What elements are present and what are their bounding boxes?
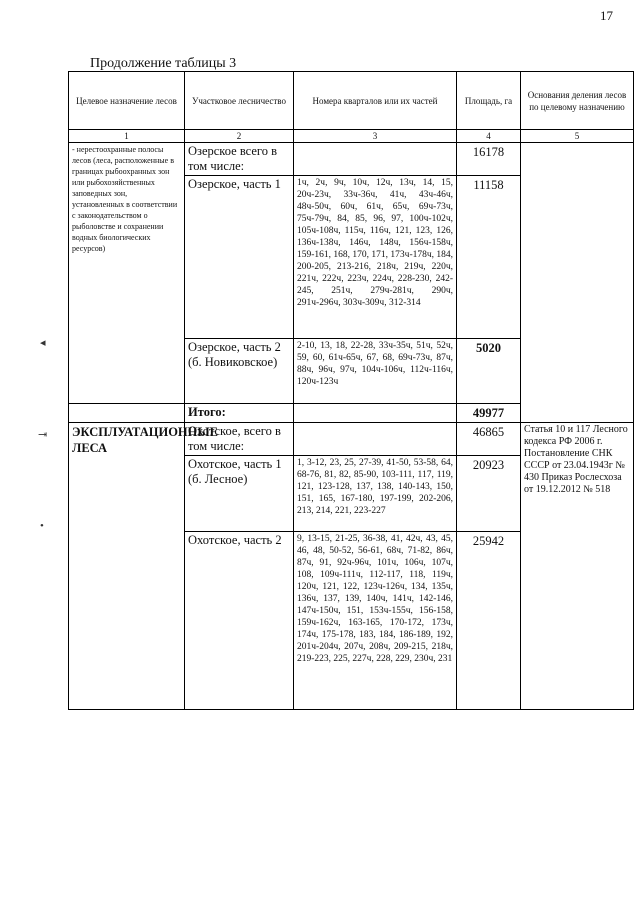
district-cell: Охотское, часть 2 <box>185 532 294 710</box>
table-row <box>69 143 634 176</box>
area-cell: 5020 <box>457 339 521 404</box>
empty-cell <box>69 404 185 423</box>
col-number: 5 <box>521 130 634 143</box>
total-label: Итого: <box>185 404 294 423</box>
area-cell: 46865 <box>457 423 521 456</box>
margin-mark-icon: ◂ <box>40 337 46 349</box>
purpose-cell: - нерестоохранные полосы лесов (леса, расположенные в границах рыбоохранных зон или рыбохозяйственных заповедных зон, установленных в соответствии с законодательством о рыболовстве и сохранении водных биологических ресурсов) <box>69 143 185 404</box>
margin-mark-icon: • <box>40 520 44 532</box>
page-number: 17 <box>600 8 613 23</box>
district-cell: Озерское всего в том числе: <box>185 143 294 176</box>
district-cell: Озерское, часть 1 <box>185 176 294 339</box>
district-cell: Охотское, часть 1 (б. Лесное) <box>185 456 294 532</box>
quarters-cell: 9, 13-15, 21-25, 36-38, 41, 42ч, 43, 45, 46, 48, 50-52, 56-61, 68ч, 71-82, 86ч, 87ч, 91, 92ч-96ч, 101ч, 106ч, 107ч, 108, 109ч-111ч, 112-117, 118, 119ч, 120ч, 121, 122, 123ч-126ч, 134, 135ч, 136ч, 137, 139, 140ч, 141ч, 142-146, 147ч-150ч, 151, 153ч-155ч, 156-158, 159ч-162ч, 163-165, 170-172, 173ч, 174ч, 175-178, 183, 184, 186-189, 192, 201ч-204ч, 207ч, 208ч, 209-215, 218ч, 219-223, 225, 227ч, 228, 229, 230ч, 231 <box>294 532 457 710</box>
area-cell: 16178 <box>457 143 521 176</box>
table-row <box>69 423 634 456</box>
basis-cell: Статья 10 и 117 Лесного кодекса РФ 2006 г. Постановление СНК СССР от 23.04.1943г № 430 Приказ Рослесхоза от 19.12.2012 № 518 <box>521 423 634 710</box>
col-number: 3 <box>294 130 457 143</box>
col-number: 2 <box>185 130 294 143</box>
quarters-cell: 1ч, 2ч, 9ч, 10ч, 12ч, 13ч, 14, 15, 20ч-23ч, 33ч-36ч, 41ч, 43ч-46ч, 48ч-50ч, 60ч, 61ч, 65ч, 69ч-73ч, 75ч-79ч, 84, 85, 96, 97, 100ч-102ч, 105ч-108ч, 115ч, 116ч, 121, 123, 126, 136ч-138ч, 146ч, 148ч, 156ч-158ч, 159-161, 168, 170, 171, 173ч-178ч, 184, 200-205, 213-216, 218ч, 219ч, 220ч, 221ч, 222ч, 223ч, 224ч, 228-230, 242-245, 251ч, 279ч-281ч, 290ч, 291ч-296ч, 303ч-309ч, 312-314 <box>294 176 457 339</box>
column-number-row <box>69 130 634 143</box>
area-cell: 20923 <box>457 456 521 532</box>
quarters-cell <box>294 143 457 176</box>
table-caption: Продолжение таблицы 3 <box>90 56 237 71</box>
quarters-cell <box>294 423 457 456</box>
district-cell: Озерское, часть 2 (б. Новиковское) <box>185 339 294 404</box>
quarters-cell: 2-10, 13, 18, 22-28, 33ч-35ч, 51ч, 52ч, 59, 60, 61ч-65ч, 67, 68, 69ч-73ч, 87ч, 88ч, 96ч, 97ч, 104ч-106ч, 112ч-116ч, 120ч-123ч <box>294 339 457 404</box>
area-cell: 25942 <box>457 532 521 710</box>
area-cell: 11158 <box>457 176 521 339</box>
forest-table <box>68 71 634 710</box>
quarters-cell: 1, 3-12, 23, 25, 27-39, 41-50, 53-58, 64, 68-76, 81, 82, 85-90, 103-111, 117, 119, 121, 123-128, 137, 138, 140-143, 150, 151, 165, 167-180, 197-199, 202-206, 213, 214, 221, 223-227 <box>294 456 457 532</box>
header-row <box>69 72 634 130</box>
basis-cell <box>521 143 634 423</box>
empty-cell <box>294 404 457 423</box>
header-purpose: Целевое назначение лесов <box>69 72 185 130</box>
col-number: 1 <box>69 130 185 143</box>
total-area: 49977 <box>457 404 521 423</box>
margin-mark-icon: ⇥ <box>38 429 48 441</box>
purpose-cell: ЭКСПЛУАТАЦИОННЫЕ ЛЕСА <box>69 423 185 710</box>
col-number: 4 <box>457 130 521 143</box>
header-quarters: Номера кварталов или их частей <box>294 72 457 130</box>
header-basis: Основания деления лесов по целевому назначению <box>521 72 634 130</box>
district-cell: Охотское, всего в том числе: <box>185 423 294 456</box>
header-district: Участковое лесничество <box>185 72 294 130</box>
header-area: Площадь, га <box>457 72 521 130</box>
